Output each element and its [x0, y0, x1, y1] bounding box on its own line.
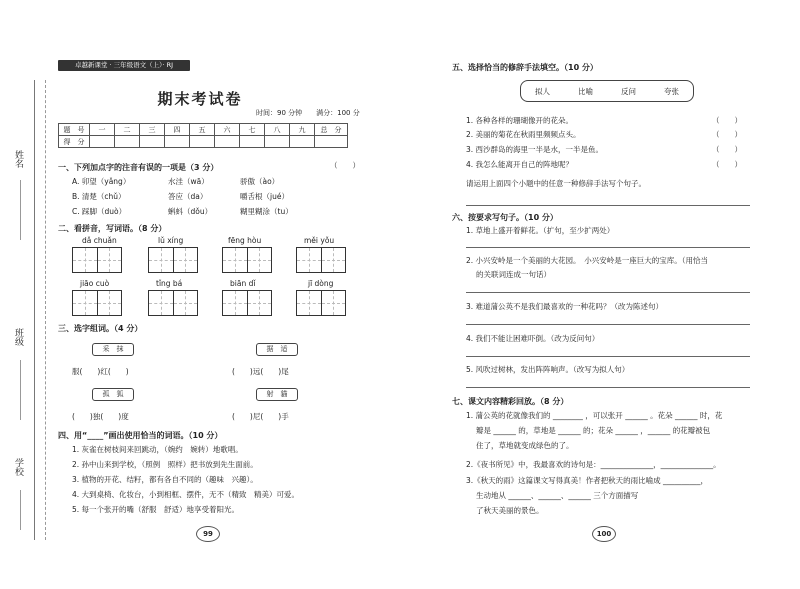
- option-a-1: A. 卯望（yǎng）: [72, 177, 131, 186]
- writing-grid[interactable]: [72, 247, 122, 273]
- question-item: 3. 西沙群岛的海里一半是水，一半是鱼。: [466, 145, 604, 154]
- answer-paren[interactable]: （ ）: [712, 116, 742, 125]
- answer-line[interactable]: [466, 205, 750, 206]
- answer-line[interactable]: [466, 324, 750, 325]
- score-cell[interactable]: [190, 136, 215, 148]
- rhetoric-option: 反问: [621, 86, 636, 96]
- question-item: 3. 难道蒲公英不是我们最喜欢的一种花吗？（改为陈述句）: [466, 302, 664, 311]
- class-label: 班级: [13, 328, 23, 346]
- score-header-cell: 题 号: [59, 124, 90, 136]
- word-blank-line[interactable]: ( )尼( )手: [232, 412, 289, 421]
- score-header-cell: 四: [165, 124, 190, 136]
- question-item[interactable]: 瓣是 ______ 的，草地是 ______ 的；花朵 ______ ，______ 的花瓣被包: [476, 426, 711, 435]
- question-item[interactable]: 4. 大到桌椅、化妆台，小到相框、摆件，无不（精致 精美）可爱。: [72, 490, 300, 499]
- rhetoric-options-box: [520, 80, 694, 102]
- score-table-header-row: [59, 124, 348, 136]
- question-item: 2. 美丽的菊花在秋雨里频频点头。: [466, 130, 581, 139]
- question-item: 的关联词连成一句话）: [476, 270, 551, 279]
- rhetoric-option: 夸张: [664, 86, 679, 96]
- writing-grid[interactable]: [72, 290, 122, 316]
- option-c-2: 蝌蚪（dǒu）: [168, 207, 213, 216]
- option-a-3: 骄傲（ào）: [240, 177, 280, 186]
- option-b-3: 嚼舌根（jué）: [240, 192, 289, 201]
- question-item: 了秋天美丽的景色。: [476, 506, 544, 515]
- score-cell[interactable]: [215, 136, 240, 148]
- score-row-label: 得 分: [59, 136, 90, 148]
- pinyin-label: fēng hòu: [228, 236, 262, 245]
- page-title: 期末考试卷: [157, 90, 243, 108]
- question-item[interactable]: 3.《秋天的雨》这篇课文写得真美！作者把秋天的雨比喻成 __________，: [466, 476, 709, 485]
- question-item[interactable]: 1. 灰雀在树枝间来回跳动，（婉约 婉转）地歌唱。: [72, 445, 243, 454]
- score-header-cell: 八: [265, 124, 290, 136]
- section-1-title: 一、下列加点字的注音有误的一项是（3 分）: [58, 163, 219, 172]
- writing-grid[interactable]: [148, 290, 198, 316]
- option-a-2: 水洼（wā）: [168, 177, 209, 186]
- option-c-1: C. 踩脚（duò）: [72, 207, 127, 216]
- time-info: 时间：90 分钟 满分：100 分: [256, 109, 360, 117]
- question-item: 1. 草地上盛开着鲜花。（扩句，至少扩两处）: [466, 226, 615, 235]
- name-field[interactable]: [20, 180, 21, 240]
- series-tag: 卓越新课堂 · 三年级语文（上）· RJ: [58, 60, 190, 71]
- task-text: 请运用上面四个小题中的任意一种修辞手法写个句子。: [466, 179, 646, 188]
- pinyin-label: jī dòng: [308, 279, 334, 288]
- score-header-cell: 七: [240, 124, 265, 136]
- pinyin-label: dǎ chuǎn: [82, 236, 117, 245]
- page-number: 99: [196, 526, 220, 542]
- score-table: [58, 123, 348, 148]
- pinyin-label: měi yǒu: [304, 236, 335, 245]
- score-cell[interactable]: [290, 136, 315, 148]
- answer-paren[interactable]: （ ）: [712, 160, 742, 169]
- section-5-title: 五、选择恰当的修辞手法填空。（10 分）: [452, 63, 598, 72]
- question-item: 5. 风吹过树林，发出阵阵响声。（改写为拟人句）: [466, 365, 630, 374]
- school-field[interactable]: [20, 490, 21, 530]
- writing-grid[interactable]: [222, 247, 272, 273]
- option-b-2: 答应（da）: [168, 192, 208, 201]
- answer-line[interactable]: [466, 247, 750, 248]
- pinyin-label: tǐng bá: [156, 279, 183, 288]
- binding-margin-line-outer: [45, 80, 46, 540]
- option-c-3: 糊里糊涂（tu）: [240, 207, 293, 216]
- section-3-title: 三、选字组词。（4 分）: [58, 324, 143, 333]
- writing-grid[interactable]: [222, 290, 272, 316]
- score-cell[interactable]: [315, 136, 348, 148]
- pinyin-label: biān dǐ: [230, 279, 256, 288]
- score-cell[interactable]: [90, 136, 115, 148]
- answer-paren[interactable]: （ ）: [712, 145, 742, 154]
- score-header-cell: 一: [90, 124, 115, 136]
- score-cell[interactable]: [115, 136, 140, 148]
- answer-paren[interactable]: （ ）: [330, 161, 360, 170]
- rhetoric-option: 比喻: [578, 86, 593, 96]
- score-header-cell: 总 分: [315, 124, 348, 136]
- question-item: 2. 小兴安岭是一个美丽的大花园。 小兴安岭是一座巨大的宝库。（用恰当: [466, 256, 709, 265]
- answer-line[interactable]: [466, 387, 750, 388]
- score-header-cell: 二: [115, 124, 140, 136]
- question-item[interactable]: 2.《夜书所见》中，我最喜欢的诗句是：______________，______________。: [466, 460, 721, 469]
- word-blank-line[interactable]: 服( )红( ): [72, 367, 129, 376]
- answer-paren[interactable]: （ ）: [712, 130, 742, 139]
- score-cell[interactable]: [165, 136, 190, 148]
- rhetoric-option: 拟人: [535, 86, 550, 96]
- section-7-title: 七、课文内容精彩回放。（8 分）: [452, 397, 569, 406]
- score-table-score-row: [59, 136, 348, 148]
- writing-grid[interactable]: [296, 290, 346, 316]
- question-item[interactable]: 1. 蒲公英的花就像我们的 ________ ，可以张开 ______ 。花朵 ______ 时，花: [466, 411, 723, 420]
- page-number: 100: [592, 526, 616, 542]
- word-blank-line[interactable]: ( )独( )度: [72, 412, 129, 421]
- score-header-cell: 九: [290, 124, 315, 136]
- char-choice-box: 采 抹: [92, 343, 134, 356]
- score-header-cell: 六: [215, 124, 240, 136]
- score-cell[interactable]: [265, 136, 290, 148]
- word-blank-line[interactable]: ( )远( )尾: [232, 367, 289, 376]
- question-item: 4. 我们不能让困难吓倒。（改为反问句）: [466, 334, 600, 343]
- answer-line[interactable]: [466, 356, 750, 357]
- writing-grid[interactable]: [296, 247, 346, 273]
- writing-grid[interactable]: [148, 247, 198, 273]
- question-item[interactable]: 生动地从 ______、______、______ 三个方面描写: [476, 491, 639, 500]
- question-item[interactable]: 5. 每一个张开的嘴（舒服 舒适）地享受着阳光。: [72, 505, 240, 514]
- score-header-cell: 五: [190, 124, 215, 136]
- class-field[interactable]: [20, 360, 21, 420]
- answer-line[interactable]: [466, 292, 750, 293]
- char-choice-box: 据 适: [256, 343, 298, 356]
- option-b-1: B. 清楚（chǔ）: [72, 192, 126, 201]
- question-item: 4. 我怎么能离开自己的阵地呢？: [466, 160, 574, 169]
- question-item: 1. 各种各样的珊瑚像开的花朵。: [466, 116, 574, 125]
- char-choice-box: 射 貓: [256, 388, 298, 401]
- pinyin-label: lǔ xíng: [158, 236, 184, 245]
- score-cell[interactable]: [240, 136, 265, 148]
- question-item[interactable]: 3. 植物的开花、结籽，都有各自不同的（趣味 兴趣）。: [72, 475, 258, 484]
- question-item: 住了，草地就变成绿色的了。: [476, 441, 574, 450]
- section-4-title: 四、用“____”画出使用恰当的词语。（10 分）: [58, 431, 223, 440]
- question-item[interactable]: 2. 孙中山来到学校，（照例 照样）把书放到先生面前。: [72, 460, 258, 469]
- section-6-title: 六、按要求写句子。（10 分）: [452, 213, 558, 222]
- name-label: 姓名: [13, 150, 23, 168]
- binding-margin-line: [34, 80, 35, 540]
- section-2-title: 二、看拼音，写词语。（8 分）: [58, 224, 167, 233]
- score-cell[interactable]: [140, 136, 165, 148]
- pinyin-label: jiāo cuò: [80, 279, 110, 288]
- school-label: 学校: [13, 458, 23, 476]
- score-header-cell: 三: [140, 124, 165, 136]
- char-choice-box: 孤 狐: [92, 388, 134, 401]
